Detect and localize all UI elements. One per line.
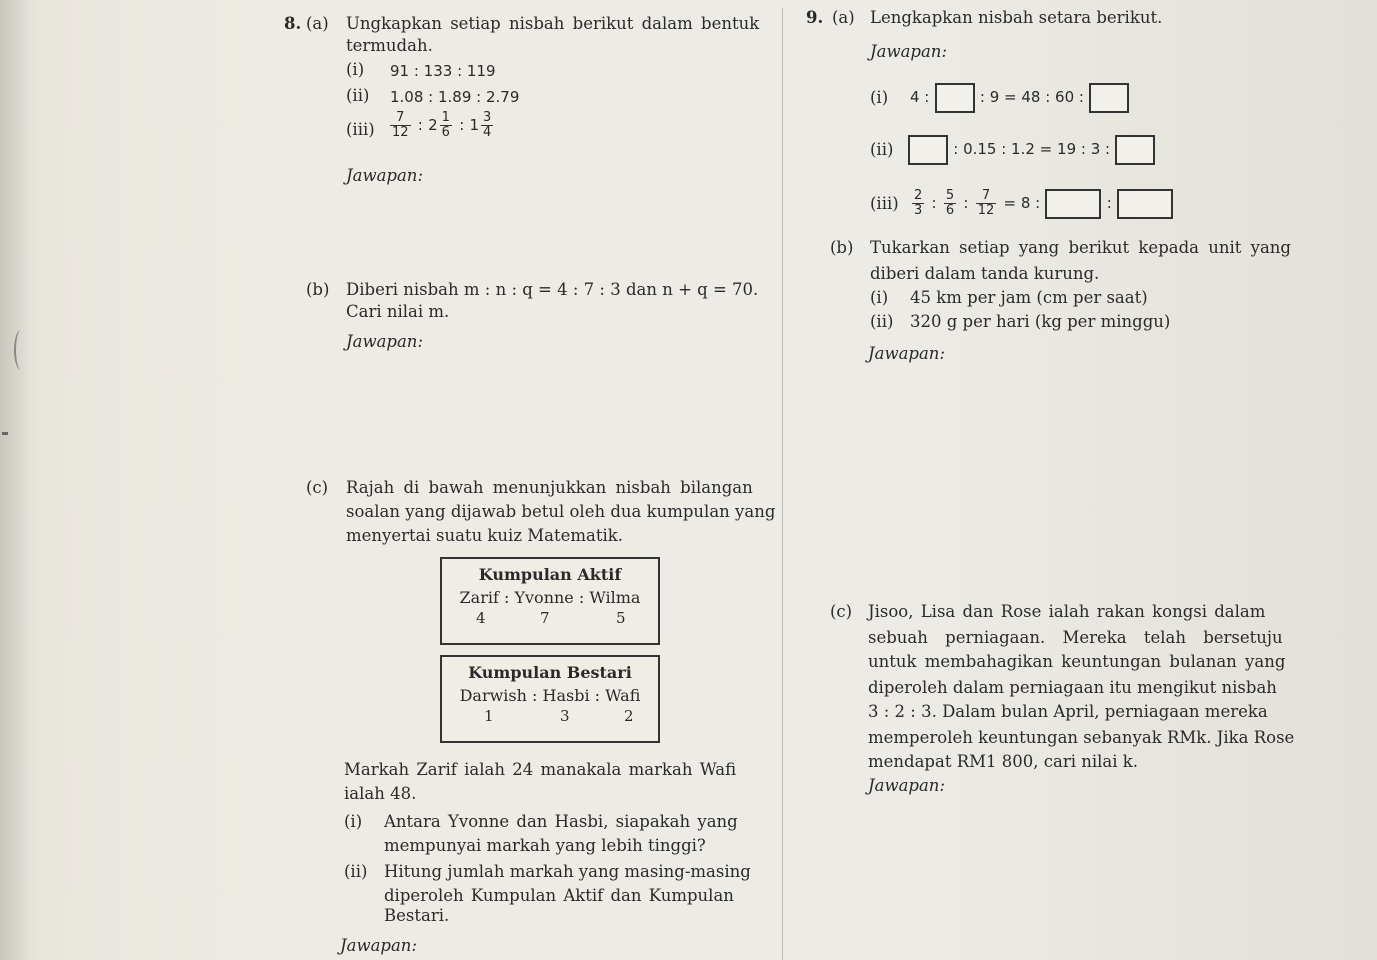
q8-number: 8. — [284, 14, 302, 33]
ratio-separator: : — [459, 116, 465, 134]
answer-box[interactable] — [908, 135, 948, 165]
ratio-text: : 0.15 : 1.2 = 19 : 3 : — [953, 140, 1111, 158]
fraction — [976, 189, 997, 218]
q9-number: 9. — [806, 8, 824, 27]
q8a-i-ratio: 91 : 133 : 119 — [390, 62, 496, 80]
q9a-label: (a) — [832, 8, 855, 27]
answer-box[interactable] — [1117, 189, 1173, 219]
ratio-text: = 8 : — [1003, 194, 1041, 212]
q9b-ii-text: 320 g per hari (kg per minggu) — [910, 312, 1171, 331]
answer-box[interactable] — [1115, 135, 1155, 165]
answer-box[interactable] — [1045, 189, 1101, 219]
denominator: 12 — [392, 125, 409, 140]
numerator: 3 — [483, 110, 492, 125]
q9a-answer-label: Jawapan: — [870, 42, 947, 61]
q8a-label: (a) — [306, 14, 329, 33]
fraction — [440, 111, 452, 140]
fraction — [944, 189, 956, 218]
q8c-text-5: ialah 48. — [344, 784, 417, 803]
q9a-ii-ratio — [908, 126, 1155, 172]
q8b-answer-label: Jawapan: — [346, 332, 423, 351]
q8a-iii-label: (iii) — [346, 120, 375, 139]
table-value: 3 — [560, 707, 570, 725]
q9c-text-2: sebuah perniagaan. Mereka telah bersetuju — [868, 628, 1283, 647]
answer-box[interactable] — [935, 83, 975, 113]
numerator: 7 — [390, 111, 411, 126]
denominator: 3 — [914, 203, 923, 218]
q9b-text-2: diberi dalam tanda kurung. — [870, 264, 1100, 283]
q8b-label: (b) — [306, 280, 330, 299]
q8c-ii-text-3: Bestari. — [384, 906, 450, 925]
q8c-label: (c) — [306, 478, 329, 497]
q8a-text-2: termudah. — [346, 36, 433, 55]
table-value: 7 — [540, 609, 550, 627]
q8c-text-3: menyertai suatu kuiz Matematik. — [346, 526, 624, 545]
q8c-ii-text-2: diperoleh Kumpulan Aktif dan Kumpulan — [384, 886, 734, 905]
q8a-i-label: (i) — [346, 60, 365, 79]
table-values — [442, 707, 658, 729]
q8c-i-text-2: mempunyai markah yang lebih tinggi? — [384, 836, 706, 855]
fraction — [912, 189, 924, 218]
q8a-answer-label: Jawapan: — [346, 166, 423, 185]
ratio-separator: : — [1106, 194, 1112, 212]
fraction — [390, 111, 411, 140]
q9c-text-1: Jisoo, Lisa dan Rose ialah rakan kongsi dalam — [868, 602, 1266, 621]
numerator: 1 — [441, 110, 450, 125]
ratio-table-bestari — [440, 655, 660, 743]
q9b-ii-label: (ii) — [870, 312, 894, 331]
q9c-text-6: memperoleh keuntungan sebanyak RMk. Jika Rose — [868, 728, 1295, 747]
q8c-i-text-1: Antara Yvonne dan Hasbi, siapakah yang — [384, 812, 738, 831]
table-names: Darwish : Hasbi : Wafi — [459, 686, 641, 705]
q8c-ii-text-1: Hitung jumlah markah yang masing-masing — [384, 862, 751, 881]
q9b-i-text: 45 km per jam (cm per saat) — [910, 288, 1148, 307]
whole-number: 1 — [469, 116, 480, 134]
q9b-label: (b) — [830, 238, 854, 257]
q9a-iii-label: (iii) — [870, 194, 899, 213]
q9c-text-3: untuk membahagikan keuntungan bulanan yang — [868, 652, 1286, 671]
table-value: 1 — [484, 707, 494, 725]
page-edge-shadow — [0, 0, 28, 960]
denominator: 4 — [483, 125, 492, 140]
denominator: 6 — [945, 203, 955, 218]
ink-dot — [2, 432, 8, 435]
denominator: 6 — [441, 125, 450, 140]
q9c-text-7: mendapat RM1 800, cari nilai k. — [868, 752, 1139, 771]
q9c-text-4: diperoleh dalam perniagaan itu mengikut nisbah — [868, 678, 1277, 697]
q8a-text-1: Ungkapkan setiap nisbah berikut dalam bentuk — [346, 14, 760, 33]
pencil-mark — [14, 330, 28, 370]
q9a-text: Lengkapkan nisbah setara berikut. — [870, 8, 1163, 27]
q9a-i-ratio — [910, 74, 1129, 120]
column-divider — [782, 8, 783, 960]
table-title: Kumpulan Aktif — [478, 565, 622, 584]
q9a-iii-ratio — [910, 180, 1173, 226]
q8c-text-2: soalan yang dijawab betul oleh dua kumpulan yang — [346, 502, 776, 521]
q8b-text-2: Cari nilai m. — [346, 302, 450, 321]
q9c-text-5: 3 : 2 : 3. Dalam bulan April, perniagaan mereka — [868, 702, 1268, 721]
q8c-text-1: Rajah di bawah menunjukkan nisbah bilangan — [346, 478, 753, 497]
denominator: 12 — [977, 203, 995, 218]
q8a-ii-ratio: 1.08 : 1.89 : 2.79 — [390, 88, 520, 106]
q9b-answer-label: Jawapan: — [868, 344, 945, 363]
ratio-separator: : — [963, 194, 969, 212]
fraction — [481, 111, 493, 140]
whole-number: 2 — [428, 116, 438, 134]
q8c-answer-label: Jawapan: — [340, 936, 417, 955]
q8a-ii-label: (ii) — [346, 86, 370, 105]
table-value: 5 — [616, 609, 626, 627]
q8c-text-4: Markah Zarif ialah 24 manakala markah Wafi — [344, 760, 737, 779]
numerator: 7 — [976, 189, 997, 204]
table-names: Zarif : Yvonne : Wilma — [459, 588, 641, 607]
table-values — [442, 609, 658, 631]
q9a-ii-label: (ii) — [870, 140, 894, 159]
ratio-table-aktif — [440, 557, 660, 645]
q8b-text-1: Diberi nisbah m : n : q = 4 : 7 : 3 dan n + q = 70. — [346, 280, 759, 299]
numerator: 5 — [945, 188, 955, 203]
ratio-text: 4 : — [910, 88, 930, 106]
q9b-text-1: Tukarkan setiap yang berikut kepada unit yang — [870, 238, 1291, 257]
numerator: 2 — [914, 188, 923, 203]
q9c-label: (c) — [830, 602, 853, 621]
answer-box[interactable] — [1089, 83, 1129, 113]
q8c-i-label: (i) — [344, 812, 363, 831]
table-value: 4 — [476, 609, 486, 627]
table-title: Kumpulan Bestari — [468, 663, 632, 682]
ratio-text: : 9 = 48 : 60 : — [979, 88, 1084, 106]
ratio-separator: : — [417, 116, 423, 134]
ratio-separator: : — [931, 194, 937, 212]
q8c-ii-label: (ii) — [344, 862, 368, 881]
q8a-iii-ratio — [388, 110, 495, 140]
q9c-answer-label: Jawapan: — [868, 776, 945, 795]
q9a-i-label: (i) — [870, 88, 889, 107]
q9b-i-label: (i) — [870, 288, 889, 307]
table-value: 2 — [624, 707, 634, 725]
